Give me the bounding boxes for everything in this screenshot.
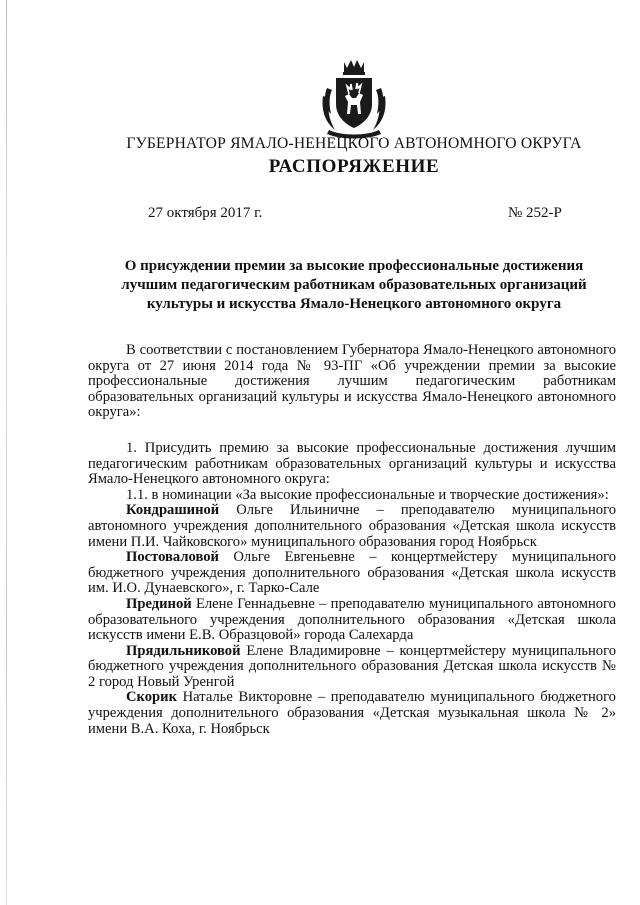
- subject-line: лучшим педагогическим работникам образовательных организаций: [121, 277, 587, 293]
- awardee-details: Ольге Ильиничне – преподавателю муниципального автономного учреждения дополнительного образования «Детская школа искусств имени П.И. Чайковского» муниципального образования город Ноябрьск: [88, 502, 616, 550]
- document-body: [88, 343, 616, 737]
- awardee-entry: [88, 597, 616, 644]
- awardee-surname: Прединой: [126, 595, 192, 612]
- authority-title: ГУБЕРНАТОР ЯМАЛО-НЕНЕЦКОГО АВТОНОМНОГО ОКРУГА: [126, 135, 582, 152]
- awardee-details: Наталье Викторовне – преподавателю муниципального бюджетного учреждения дополнительного образования «Детская музыкальная школа № 2» имени В.А. Коха, г. Ноябрьск: [88, 689, 616, 737]
- awardee-entry: [88, 644, 616, 691]
- preamble-paragraph: В соответствии с постановлением Губернатора Ямало-Ненецкого автономного округа от 27 июня 2014 года № 93-ПГ «Об учреждении премии за высокие профессиональные достижения лучшим педагогическим работникам образовательных организаций культуры и искусства Ямало-Ненецкого автономного округа»:: [88, 342, 616, 421]
- document-date: 27 октября 2017 г.: [148, 205, 263, 221]
- awardee-surname: Скорик: [126, 689, 177, 706]
- clause-1-1: 1.1. в номинации «За высокие профессиональные и творческие достижения»:: [126, 486, 609, 503]
- awardee-details: Елене Геннадьевне – преподавателю муниципального автономного образовательного учреждения дополнительного образования «Детская школа искусств имени Е.В. Образцовой» города Салехарда: [88, 595, 616, 644]
- awardee-surname: Постоваловой: [126, 549, 219, 566]
- document-type-title: РАСПОРЯЖЕНИЕ: [268, 156, 440, 177]
- coat-of-arms-icon: [319, 58, 389, 140]
- awardee-details: Ольге Евгеньевне – концертмейстеру муниципального бюджетного учреждения дополнительного образования «Детская школа искусств им. И.О. Дунаевского», г. Тарко-Сале: [88, 549, 616, 597]
- document-number: № 252-Р: [508, 205, 562, 221]
- document-subject: [116, 257, 592, 314]
- awardee-entry: [88, 503, 616, 550]
- awardee-entry: [88, 550, 616, 597]
- clause-1: 1. Присудить премию за высокие профессиональные достижения лучшим педагогическим работникам образовательных организаций культуры и искусства Ямало-Ненецкого автономного округа:: [88, 439, 616, 488]
- awardee-surname: Прядильниковой: [126, 642, 241, 659]
- awardee-surname: Кондрашиной: [126, 502, 220, 519]
- subject-line: культуры и искусства Ямало-Ненецкого автономного округа: [146, 296, 562, 312]
- subject-line: О присуждении премии за высокие профессиональные достижения: [124, 258, 584, 274]
- awardee-details: Елене Владимировне – концертмейстеру муниципального бюджетного учреждения дополнительного образования Детская школа искусств № 2 город Новый Уренгой: [88, 642, 616, 690]
- awardee-entry: [88, 690, 616, 737]
